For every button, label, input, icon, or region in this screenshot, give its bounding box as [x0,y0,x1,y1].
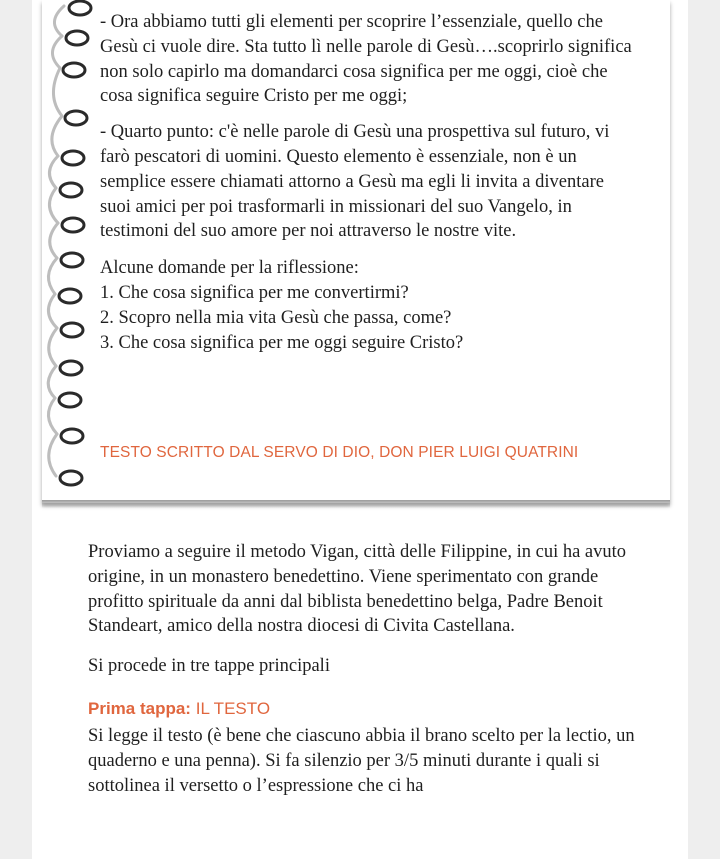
first-step-heading [88,694,648,724]
questions-title: Alcune domande per la riflessione: [100,258,359,279]
first-step-text: Si legge il testo (è bene che ciascuno abbia il brano scelto per la lectio, un quaderno e una penna). Si fa silenzio per 3/5 minuti durante i quali si sottolinea il versetto o l’espressione che ci ha [88,725,635,796]
question-1: 1. Che cosa significa per me convertirmi? [100,282,409,303]
intro-paragraph: Proviamo a seguire il metodo Vigan, città delle Filippine, in cui ha avuto origine, in un monastero benedettino. Viene sperimentato con grande profitto spirituale da anni dal biblista benedettino belga, Padre Benoit Standeart, amico della nostra diocesi di Civita Castellana. [88,542,627,637]
question-2: 2. Scopro nella mia vita Gesù che passa, come? [100,307,452,328]
note-signature: TESTO SCRITTO DAL SERVO DI DIO, DON PIER LUIGI QUATRINI [100,444,579,461]
article-body [88,540,648,798]
steps-intro: Si procede in tre tappe principali [88,656,330,677]
first-step-title: IL TESTO [195,698,271,718]
note-paragraph-2: - Quarto punto: c'è nelle parole di Gesù una prospettiva sul futuro, vi farò pescatori di uomini. Questo elemento è essenziale, non è un semplice essere chiamati attorno a Gesù ma egli li invita a diventare suoi amici per poi trasformarli in missionari del suo Vangelo, in testimoni del suo amore per noi attraverso le nostre vite. [100,122,610,242]
spiral-binding-icon [40,0,100,500]
first-step-label: Prima tappa: [88,698,191,718]
question-3: 3. Che cosa significa per me oggi seguire Cristo? [100,332,464,353]
notebook-paper-shadow [42,500,670,508]
note-text [100,10,635,355]
note-paragraph-1: - Ora abbiamo tutti gli elementi per scoprire l’essenziale, quello che Gesù ci vuole dire. Sta tutto lì nelle parole di Gesù….scoprirlo significa non solo capirlo ma domandarci cosa significa per me oggi, cioè che cosa significa seguire Cristo per me oggi; [100,12,632,107]
